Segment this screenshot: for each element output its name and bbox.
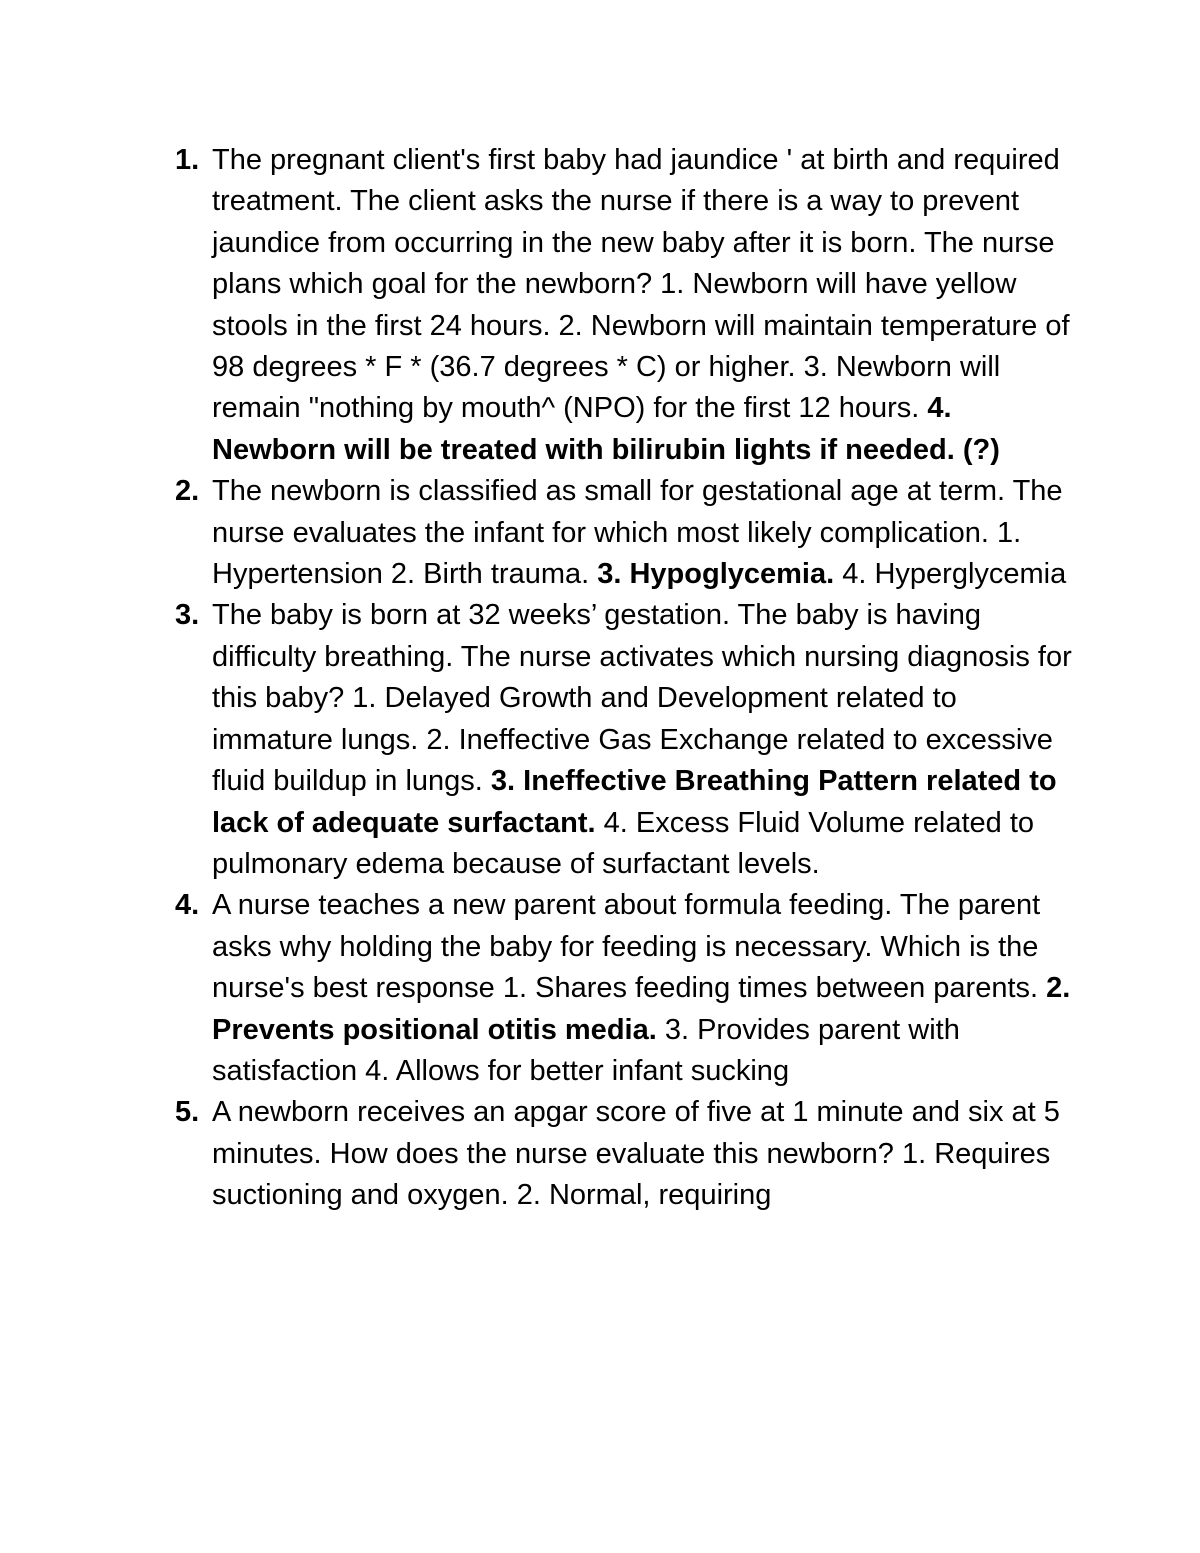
- question-number: 4.: [175, 889, 200, 922]
- question-item: [172, 140, 1072, 471]
- question-text: The pregnant client's first baby had jaundice ' at birth and required treatment. The client asks the nurse if there is a way to prevent jaundice from occurring in the new baby after it is born. The nurse plans which goal for the newborn? 1. Newborn will have yellow stools in the first 24 hours. 2. Newborn will maintain temperature of 98 degrees * F * (36.7 degrees * C) or higher. 3. Newborn will remain "nothing by mouth^ (NPO) for the first 12 hours.: [212, 144, 1070, 425]
- answer-text: 3. Hypoglycemia.: [597, 558, 835, 591]
- question-number: 3.: [175, 599, 200, 632]
- question-list: [172, 140, 1072, 1217]
- question-text: A nurse teaches a new parent about formula feeding. The parent asks why holding the baby for feeding is necessary. Which is the nurse's best response 1. Shares feeding times between parents.: [212, 889, 1047, 1005]
- question-number: 5.: [175, 1096, 200, 1129]
- question-number: 1.: [175, 144, 200, 176]
- question-number: 2.: [175, 475, 200, 508]
- answer-text: 4. Newborn will be treated with bilirubin lights if needed. (?): [212, 392, 1000, 466]
- question-item: [172, 471, 1072, 595]
- question-item: [172, 1092, 1072, 1216]
- answer-text: 3. Ineffective Breathing Pattern related to lack of adequate surfactant.: [212, 765, 1057, 839]
- question-text: The baby is born at 32 weeks’ gestation. The baby is having difficulty breathing. The nurse activates which nursing diagnosis for this baby? 1. Delayed Growth and Development related to immature lungs. 2. Ineffective Gas Exchange related to excessive fluid buildup in lungs.: [212, 599, 1072, 798]
- question-text: The newborn is classified as small for gestational age at term. The nurse evaluates the infant for which most likely complication. 1. Hypertension 2. Birth trauma.: [212, 475, 1063, 591]
- question-text: 4. Hyperglycemia: [834, 558, 1067, 591]
- question-text: 3. Provides parent with satisfaction 4. Allows for better infant sucking: [212, 1013, 960, 1087]
- question-item: [172, 885, 1072, 1092]
- question-text: 4. Excess Fluid Volume related to pulmonary edema because of surfactant levels.: [212, 806, 1035, 880]
- question-text: A newborn receives an apgar score of five at 1 minute and six at 5 minutes. How does the nurse evaluate this newborn? 1. Requires suctioning and oxygen. 2. Normal, requiring: [212, 1096, 1060, 1212]
- question-item: [172, 595, 1072, 885]
- answer-text: 2. Prevents positional otitis media.: [212, 972, 1071, 1046]
